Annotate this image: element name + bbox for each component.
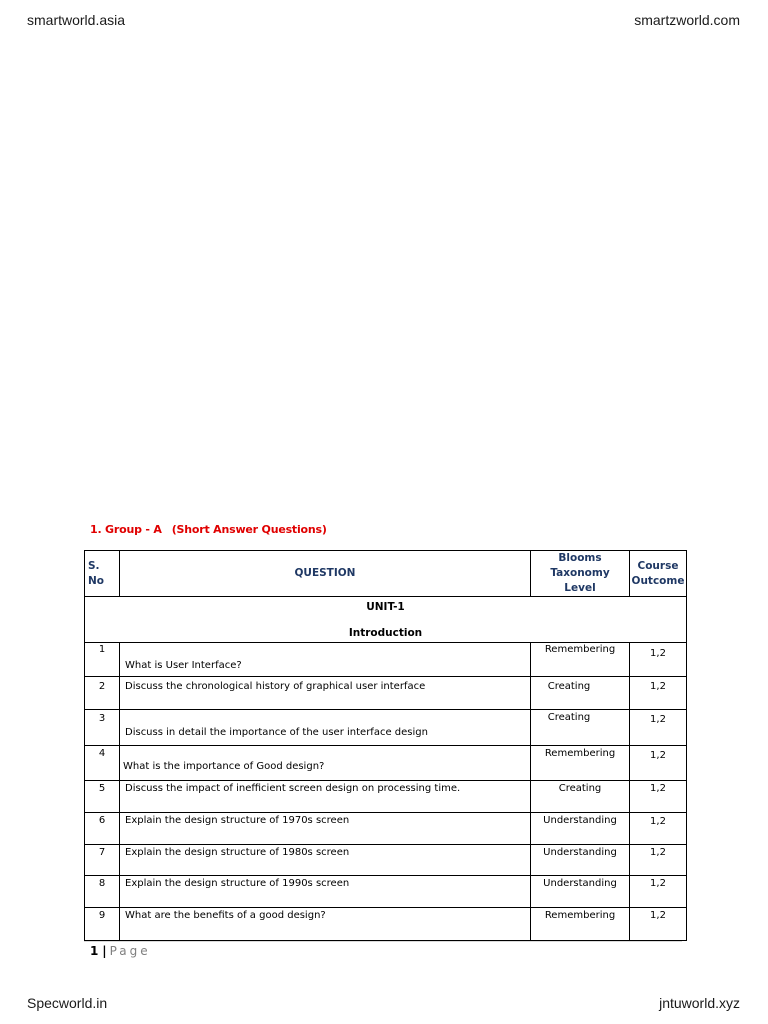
table-row [85, 876, 687, 908]
header-outcome-line1: Course [637, 559, 679, 572]
row-number: 5 [98, 783, 106, 794]
section-number: 1. Group - A [90, 523, 162, 536]
table-row [85, 746, 687, 781]
unit-row [85, 597, 687, 643]
outcome-cell [630, 710, 687, 746]
outcome-cell [630, 643, 687, 677]
table-row [85, 908, 687, 941]
row-number-cell [85, 845, 120, 876]
question-cell [120, 813, 531, 845]
level-cell [531, 677, 630, 710]
row-number: 2 [98, 681, 106, 692]
question-cell [120, 643, 531, 677]
course-outcome: 1,2 [650, 816, 666, 827]
row-number: 7 [98, 847, 106, 858]
level-cell [531, 746, 630, 781]
table-row [85, 710, 687, 746]
table-row [85, 813, 687, 845]
question-cell [120, 845, 531, 876]
outcome-cell [630, 781, 687, 813]
row-number: 6 [98, 815, 106, 826]
blooms-level: Remembering [544, 748, 616, 759]
course-outcome: 1,2 [650, 750, 666, 761]
row-number: 9 [98, 910, 106, 921]
header-question: QUESTION [120, 551, 531, 597]
row-number-cell [85, 710, 120, 746]
unit-cell [85, 597, 687, 643]
row-number-cell [85, 908, 120, 941]
row-number-cell [85, 876, 120, 908]
blooms-level: Creating [547, 681, 591, 692]
course-outcome: 1,2 [650, 847, 666, 858]
question-cell [120, 876, 531, 908]
level-cell [531, 813, 630, 845]
question-text: What is User Interface? [125, 660, 242, 671]
question-text: What is the importance of Good design? [123, 761, 325, 772]
unit-title: Introduction [348, 627, 423, 639]
question-text: What are the benefits of a good design? [125, 910, 326, 921]
outcome-cell [630, 746, 687, 781]
question-text: Explain the design structure of 1980s screen [125, 847, 350, 858]
question-text: Discuss the impact of inefficient screen design on processing time. [125, 783, 461, 794]
question-cell [120, 781, 531, 813]
outcome-cell [630, 908, 687, 941]
question-cell [120, 908, 531, 941]
question-cell [120, 677, 531, 710]
watermark-bottom-left: Specworld.in [27, 995, 108, 1011]
level-cell [531, 908, 630, 941]
question-cell [120, 746, 531, 781]
row-number: 1 [98, 644, 106, 655]
table-row [85, 845, 687, 876]
course-outcome: 1,2 [650, 783, 666, 794]
level-cell [531, 710, 630, 746]
blooms-level: Understanding [543, 815, 617, 826]
row-number-cell [85, 781, 120, 813]
footer-divider [84, 941, 682, 942]
blooms-level: Understanding [543, 878, 617, 889]
level-cell [531, 643, 630, 677]
questions-table [84, 550, 687, 941]
course-outcome: 1,2 [650, 910, 666, 921]
header-blooms-level [531, 551, 630, 597]
level-cell [531, 781, 630, 813]
blooms-level: Remembering [544, 644, 616, 655]
row-number-cell [85, 813, 120, 845]
course-outcome: 1,2 [650, 648, 666, 659]
question-text: Explain the design structure of 1990s screen [125, 878, 350, 889]
blooms-level: Understanding [543, 847, 617, 858]
course-outcome: 1,2 [650, 714, 666, 725]
outcome-cell [630, 813, 687, 845]
table-row [85, 643, 687, 677]
watermark-bottom-right: jntuworld.xyz [659, 995, 740, 1011]
page-footer [90, 944, 151, 958]
blooms-level: Creating [547, 712, 591, 723]
question-cell [120, 710, 531, 746]
blooms-level: Remembering [544, 910, 616, 921]
question-text: Explain the design structure of 1970s screen [125, 815, 350, 826]
blooms-level: Creating [558, 783, 602, 794]
outcome-cell [630, 677, 687, 710]
page-number: 1 [90, 944, 99, 958]
course-outcome: 1,2 [650, 681, 666, 692]
section-title: (Short Answer Questions) [171, 523, 327, 536]
row-number-cell [85, 677, 120, 710]
row-number: 8 [98, 878, 106, 889]
question-text: Discuss the chronological history of graphical user interface [125, 681, 426, 692]
watermark-top-left: smartworld.asia [27, 12, 126, 28]
row-number-cell [85, 746, 120, 781]
header-sno: S. No [85, 551, 120, 597]
level-cell [531, 845, 630, 876]
page-separator: | [102, 944, 107, 958]
level-cell [531, 876, 630, 908]
table-row [85, 781, 687, 813]
row-number: 3 [98, 713, 106, 724]
outcome-cell [630, 845, 687, 876]
table-header-row [85, 551, 687, 597]
row-number-cell [85, 643, 120, 677]
table-row [85, 677, 687, 710]
header-blooms-line2: Level [564, 582, 596, 594]
course-outcome: 1,2 [650, 878, 666, 889]
watermark-top-right: smartzworld.com [634, 12, 740, 28]
header-course-outcome [630, 551, 687, 597]
unit-name: UNIT-1 [366, 601, 405, 613]
page-word: Page [109, 944, 151, 958]
question-text: Discuss in detail the importance of the user interface design [125, 727, 428, 738]
outcome-cell [630, 876, 687, 908]
header-outcome-line2: Outcome [631, 574, 685, 587]
row-number: 4 [98, 748, 106, 759]
header-blooms-line1: Blooms Taxonomy [550, 552, 610, 579]
section-heading [90, 523, 327, 536]
